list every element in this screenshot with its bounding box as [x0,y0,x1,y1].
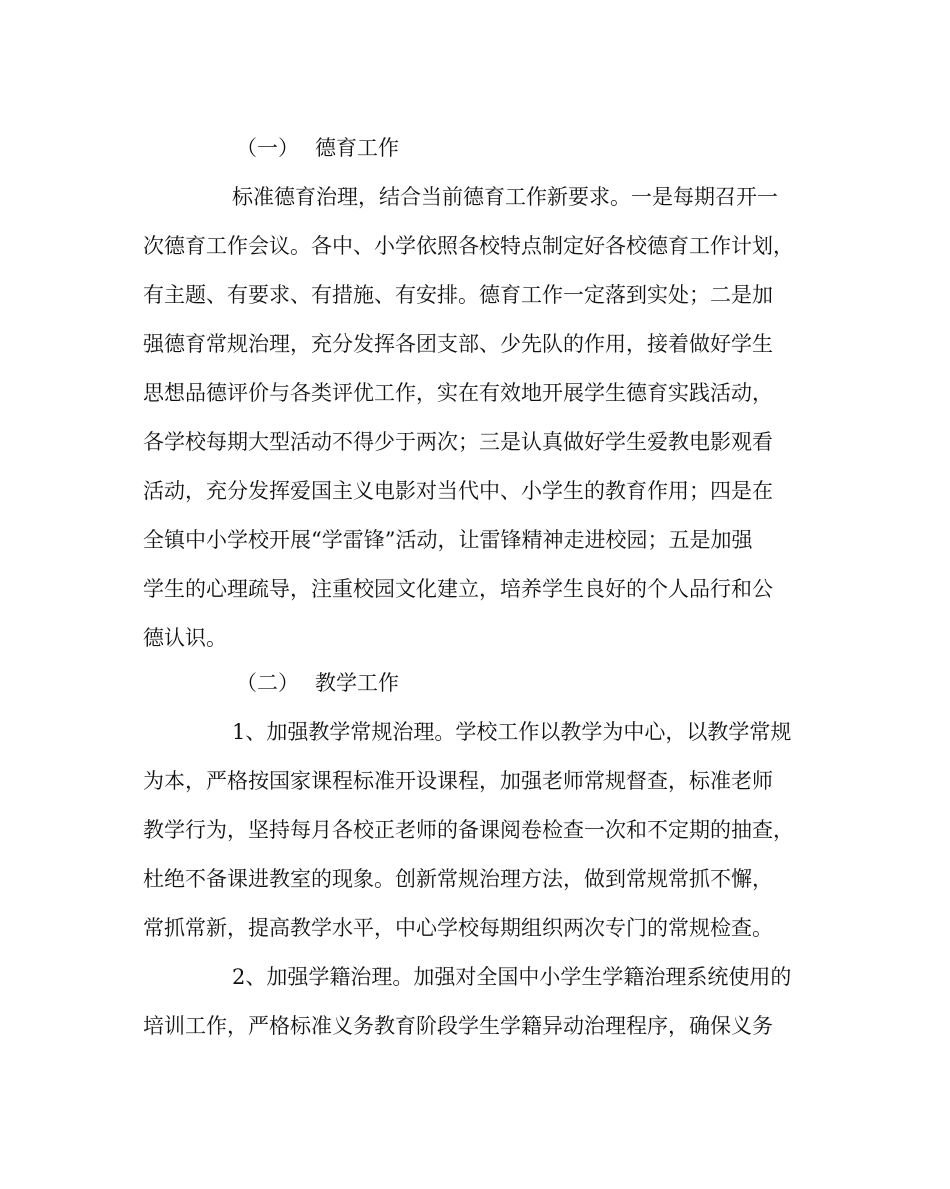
paragraph-line: 德认识。 [143,626,227,650]
paragraph-line: 学生的心理疏导，注重校园文化建立，培养学生良好的个人品行和公 [143,577,773,601]
paragraph-line: 教学行为，坚持每月各校正老师的备课阅卷检查一次和不定期的抽查， [143,818,794,842]
section-heading-teaching [236,673,399,694]
paragraph-line: 各学校每期大型活动不得少于两次；三是认真做好学生爱教电影观看 [143,430,773,454]
section-title: 教学工作 [315,671,399,695]
paragraph-line: 次德育工作会议。各中、小学依照各校特点制定好各校德育工作计划， [143,234,794,258]
paragraph-line: 培训工作，严格标准义务教育阶段学生学籍异动治理程序，确保义务 [143,1014,773,1038]
paragraph-line: 思想品德评价与各类评优工作，实在有效地开展学生德育实践活动， [143,381,773,405]
paragraph-line: 常抓常新，提高教学水平，中心学校每期组织两次专门的常规检查。 [143,916,773,940]
paragraph-line: 标准德育治理，结合当前德育工作新要求。一是每期召开一 [232,185,778,209]
paragraph-line: 2、加强学籍治理。加强对全国中小学生学籍治理系统使用的 [232,965,792,989]
paragraph-line: 为本，严格按国家课程标准开设课程，加强老师常规督查，标准老师 [143,769,773,793]
section-heading-moral-education [236,138,399,159]
section-number: （一） [236,136,299,160]
paragraph-line: 全镇中小学校开展“学雷锋”活动，让雷锋精神走进校园；五是加强 [143,528,753,552]
section-number: （二） [236,671,299,695]
paragraph-line: 强德育常规治理，充分发挥各团支部、少先队的作用，接着做好学生 [143,332,773,356]
paragraph-line: 活动，充分发挥爱国主义电影对当代中、小学生的教育作用；四是在 [143,479,773,503]
paragraph-line: 1、加强教学常规治理。学校工作以教学为中心，以教学常规 [232,720,792,744]
section-title: 德育工作 [315,136,399,160]
paragraph-line: 有主题、有要求、有措施、有安排。德育工作一定落到实处；二是加 [143,283,773,307]
paragraph-line: 杜绝不备课进教室的现象。创新常规治理方法，做到常规常抓不懈， [143,867,773,891]
